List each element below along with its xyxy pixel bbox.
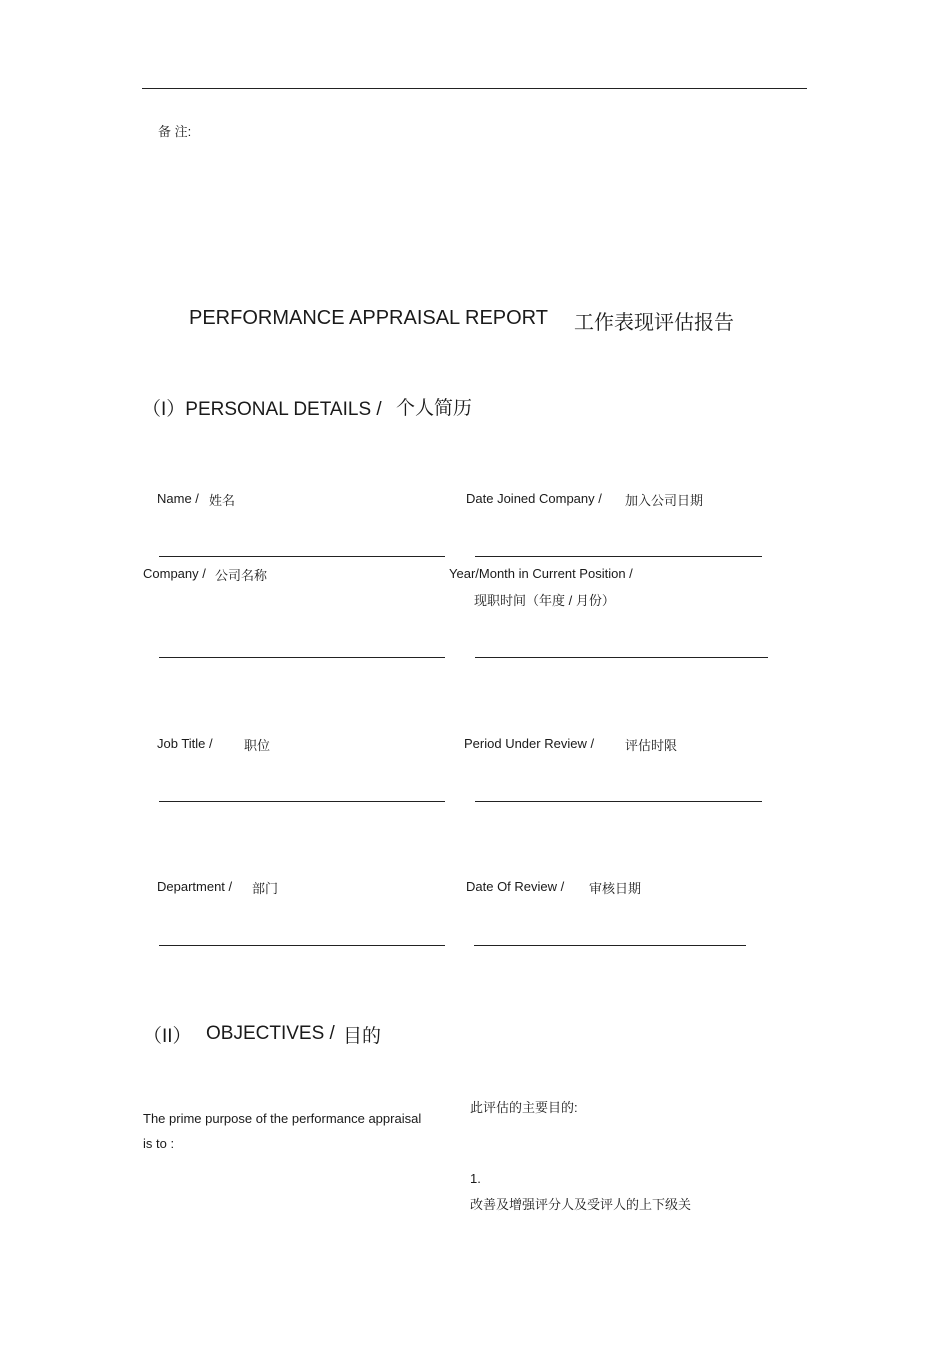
department-label: Department / bbox=[157, 879, 233, 894]
job-title-label-zh: 职位 bbox=[244, 738, 271, 753]
section-personal-details-heading-zh: 个人简历 bbox=[396, 398, 473, 419]
name-label-zh: 姓名 bbox=[209, 493, 236, 508]
objectives-purpose-en-line1: The prime purpose of the performance appraisal bbox=[143, 1111, 422, 1126]
top-divider bbox=[142, 88, 807, 89]
objectives-purpose-en-line2: is to : bbox=[143, 1136, 175, 1151]
name-label: Name / bbox=[157, 491, 199, 506]
job-title-field-line[interactable] bbox=[159, 801, 445, 802]
company-label-zh: 公司名称 bbox=[215, 568, 268, 583]
section-objectives-heading-zh: 目的 bbox=[343, 1026, 382, 1047]
objective-item-1-text: 改善及增强评分人及受评人的上下级关 bbox=[470, 1197, 692, 1212]
period-under-review-label-zh: 评估时限 bbox=[625, 738, 678, 753]
date-joined-label: Date Joined Company / bbox=[466, 491, 602, 506]
date-joined-field-line[interactable] bbox=[475, 556, 762, 557]
date-joined-label-zh: 加入公司日期 bbox=[625, 493, 704, 508]
section-personal-details-heading: （I）PERSONAL DETAILS / bbox=[142, 399, 382, 420]
date-of-review-label-zh: 审核日期 bbox=[589, 881, 642, 896]
department-label-zh: 部门 bbox=[252, 881, 279, 896]
year-month-position-field-line[interactable] bbox=[475, 657, 768, 658]
department-field-line[interactable] bbox=[159, 945, 445, 946]
objective-item-1-number: 1. bbox=[470, 1171, 481, 1186]
name-field-line[interactable] bbox=[159, 556, 445, 557]
date-of-review-field-line[interactable] bbox=[474, 945, 746, 946]
job-title-label: Job Title / bbox=[157, 736, 213, 751]
section-objectives-number: （II） bbox=[143, 1026, 192, 1047]
period-under-review-label: Period Under Review / bbox=[464, 736, 595, 751]
section-objectives-heading: OBJECTIVES / bbox=[206, 1023, 335, 1044]
year-month-position-label-zh: 现职时间（年度 / 月份） bbox=[474, 593, 615, 608]
report-title-en: PERFORMANCE APPRAISAL REPORT bbox=[189, 307, 548, 329]
company-label: Company / bbox=[143, 566, 206, 581]
report-title-zh: 工作表现评估报告 bbox=[574, 312, 734, 334]
period-under-review-field-line[interactable] bbox=[475, 801, 762, 802]
company-field-line[interactable] bbox=[159, 657, 445, 658]
objectives-purpose-zh: 此评估的主要目的: bbox=[470, 1100, 578, 1115]
year-month-position-label: Year/Month in Current Position / bbox=[449, 566, 633, 581]
remarks-label: 备 注: bbox=[158, 124, 192, 139]
date-of-review-label: Date Of Review / bbox=[466, 879, 565, 894]
